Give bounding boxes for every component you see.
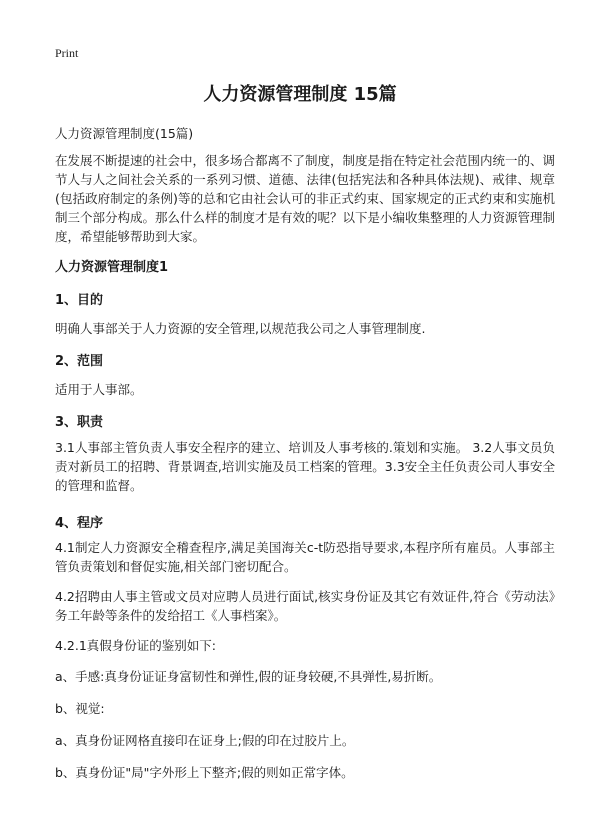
paragraph-procedure-4-2: 4.2招聘由人事主管或文员对应聘人员进行面试,核实身份证及其它有效证件,符合《劳动法》务工年龄等条件的发给招工《人事档案》。 xyxy=(55,589,555,623)
heading-scope: 2、范围 xyxy=(55,354,104,369)
heading-procedure: 4、程序 xyxy=(55,516,104,531)
paragraph-duties: 3.1人事部主管负责人事安全程序的建立、培训及人事考核的.策划和实施。 3.2人事文员负责对新员工的招聘、背景调查,培训实施及员工档案的管理。3.3安全主任负责公司人事安全的管理和监督。 xyxy=(55,440,555,493)
list-item-touch: a、手感:真身份证证身富韧性和弹性,假的证身较硬,不具弹性,易折断。 xyxy=(55,669,442,684)
list-item-grid: a、真身份证网格直接印在证身上;假的印在过胶片上。 xyxy=(55,733,355,748)
heading-purpose: 1、目的 xyxy=(55,293,104,308)
list-item-character: b、真身份证"局"字外形上下整齐;假的则如正常字体。 xyxy=(55,765,354,780)
paragraph-scope: 适用于人事部。 xyxy=(55,382,143,397)
intro-paragraph: 在发展不断提速的社会中，很多场合都离不了制度，制度是指在特定社会范围内统一的、调节人与人之间社会关系的一系列习惯、道德、法律(包括宪法和各种具体法规)、戒律、规章(包括政府制定的条例)等的总和它由社会认可的非正式约束、国家规定的正式约束和实施机制三个部分构成。那么什么样的制度才是有效的呢？以下是小编收集整理的人力资源管理制度，希望能够帮助到大家。 xyxy=(55,153,556,244)
page-title: 人力资源管理制度 15篇 xyxy=(203,84,397,105)
print-link[interactable]: Print xyxy=(55,46,79,60)
section-title: 人力资源管理制度1 xyxy=(55,260,169,275)
paragraph-id-check: 4.2.1真假身份证的鉴别如下: xyxy=(55,638,217,653)
document-subtitle: 人力资源管理制度(15篇) xyxy=(55,126,194,141)
list-item-visual: b、视觉: xyxy=(55,701,105,716)
paragraph-procedure-4-1: 4.1制定人力资源安全稽查程序,满足美国海关c-t防恐指导要求,本程序所有雇员。人事部主管负责策划和督促实施,相关部门密切配合。 xyxy=(55,540,555,574)
paragraph-purpose: 明确人事部关于人力资源的安全管理,以规范我公司之人事管理制度. xyxy=(55,321,426,336)
heading-duties: 3、职责 xyxy=(55,415,104,430)
